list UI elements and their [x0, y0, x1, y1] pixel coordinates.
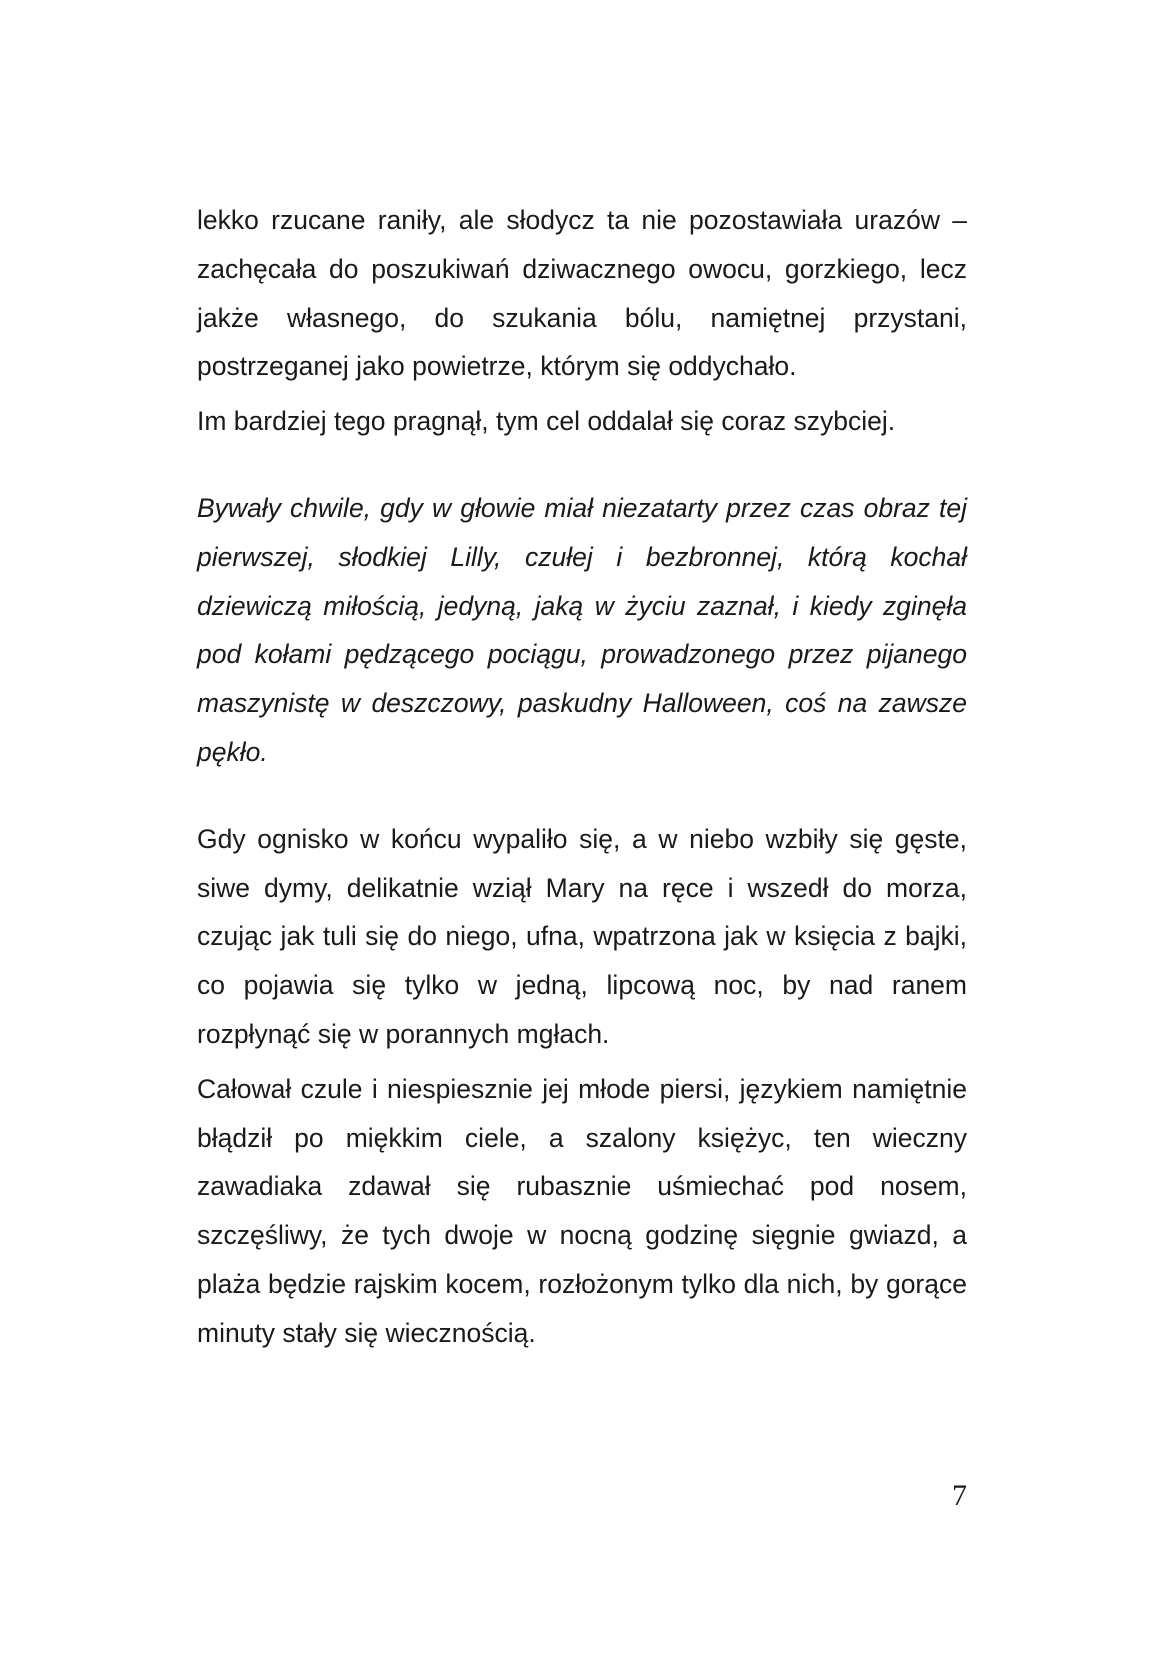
paragraph-5: Całował czule i niespiesznie jej młode piersi, językiem namiętnie błądził po miękkim ciele, a szalony księżyc, ten wieczny zawadiaka zdawał się rubasznie uśmiechać pod nosem, szczęśliwy, że tych dwoje w nocną godzinę sięgnie gwiazd, a plaża będzie rajskim kocem, rozłożonym tylko dla nich, by gorące minuty stały się wiecznością.: [197, 1073, 967, 1348]
paragraph-2: Im bardziej tego pragnął, tym cel oddalał się coraz szybciej.: [197, 406, 896, 437]
body-text: [197, 196, 967, 1358]
page-number: 7: [952, 1479, 967, 1512]
paragraph-3-italic: Bywały chwile, gdy w głowie miał niezatarty przez czas obraz tej pierwszej, słodkiej Lilly, czułej i bezbronnej, którą kochał dziewiczą miłością, jedyną, jaką w życiu zaznał, i kiedy zginęła pod kołami pędzącego pociągu, prowadzonego przez pijanego maszynistę w deszczowy, paskudny Halloween, coś na zawsze pękło.: [197, 492, 967, 767]
paragraph-4: Gdy ognisko w końcu wypaliło się, a w niebo wzbiły się gęste, siwe dymy, delikatnie wziął Mary na ręce i wszedł do morza, czując jak tuli się do niego, ufna, wpatrzona jak w księcia z bajki, co pojawia się tylko w jedną, lipcową noc, by nad ranem rozpłynąć się w porannych mgłach.: [197, 823, 967, 1049]
paragraph-1: lekko rzucane raniły, ale słodycz ta nie pozostawiała urazów – zachęcała do poszukiwań dziwacznego owocu, gorzkiego, lecz jakże własnego, do szukania bólu, namiętnej przystani, postrzeganej jako powietrze, którym się oddychało.: [197, 205, 967, 382]
